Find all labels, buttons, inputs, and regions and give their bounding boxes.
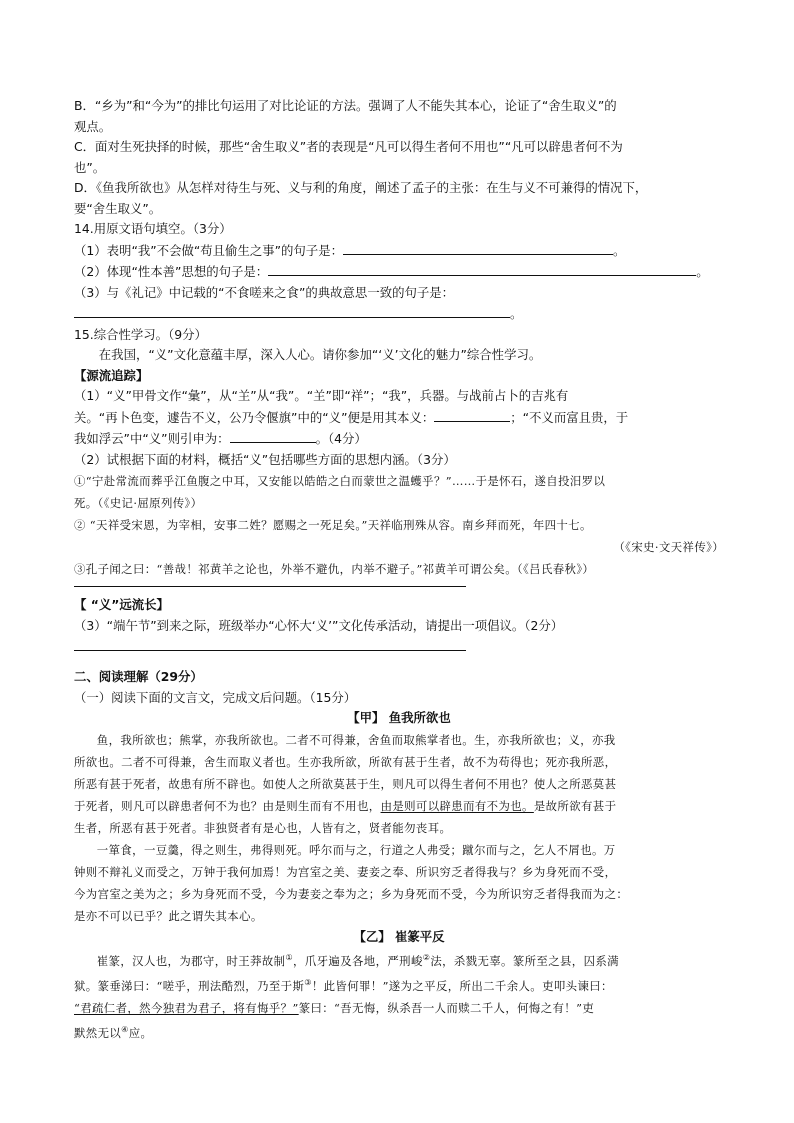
option-b-line1: B．“乡为”和“今为”的排比句运用了对比论证的方法。强调了人不能失其本心，论证了“舍生取义”的 bbox=[74, 98, 617, 113]
jia-line: 是亦不可以已乎？此之谓失其本心。 bbox=[74, 908, 263, 923]
option-d bbox=[74, 178, 724, 219]
q15-title: 15.综合性学习。（9分） bbox=[74, 326, 207, 342]
option-c bbox=[74, 137, 724, 178]
jia-line bbox=[74, 795, 724, 817]
q15-answer-line-2[interactable] bbox=[74, 586, 466, 587]
yi-text: 应。 bbox=[128, 1025, 153, 1040]
yi-line bbox=[74, 1019, 724, 1044]
yi-text: 狱。篆垂涕曰：“嗟乎，刑法酷烈，乃至于斯 bbox=[74, 978, 305, 993]
yi-text: 默然无以 bbox=[74, 1025, 122, 1040]
jia-line: 今为宫室之美为之；乡为身死而不受，今为妻妾之奉为之；乡为身死而不受，今为所识穷乏者得我而为之： bbox=[74, 886, 629, 901]
footnote-marker: ① bbox=[285, 953, 294, 962]
period: 。 bbox=[612, 242, 626, 258]
q15-intro: 在我国，“义”文化意蕴丰厚，深入人心。请你参加“‘义’文化的魅力”综合性学习。 bbox=[98, 347, 542, 362]
q14-blank3[interactable] bbox=[74, 303, 510, 318]
q15-material2-line1: ② “天祥受宋恩，为宰相，安事二姓？愿赐之一死足矣。”天祥临刑殊从容。南乡拜而死，年四十七。 bbox=[74, 518, 592, 532]
yi-line bbox=[74, 972, 724, 997]
option-c-line2: 也”。 bbox=[74, 159, 106, 175]
period: 。 bbox=[696, 264, 709, 279]
passage-yi bbox=[74, 947, 724, 1043]
footnote-marker: ③ bbox=[304, 977, 312, 987]
passage-jia bbox=[74, 729, 724, 927]
q15-blank-original-meaning[interactable] bbox=[434, 407, 510, 422]
question-15 bbox=[74, 325, 724, 652]
yi-line bbox=[74, 997, 724, 1019]
passage-jia-title: 【甲】 鱼我所欲也 bbox=[347, 710, 451, 725]
jia-line: 一箪食，一豆羹，得之则生，弗得则死。呼尔而与之，行道之人弗受；蹴尔而与之，乞人不屑也。万 bbox=[96, 842, 616, 857]
option-d-line1: D．《鱼我所欲也》从怎样对待生与死、义与利的角度，阐述了孟子的主张：在生与义不可兼得的情况下， bbox=[74, 180, 648, 195]
q15-p1-line3 bbox=[74, 428, 724, 450]
passage-yi-title: 【乙】 崔篆平反 bbox=[353, 928, 445, 944]
yi-text: ，爪牙遍及各地，严刑峻 bbox=[293, 953, 423, 968]
q15-p3: （3）“端午节”到来之际，班级举办“心怀大‘义’”文化传承活动，请提出一项倡议。（2分） bbox=[74, 617, 564, 633]
q14-title: 14.用原文语句填空。（3分） bbox=[74, 221, 232, 236]
q15-p1-line3-tail: 。（4分） bbox=[315, 431, 367, 446]
q15-p1-line2 bbox=[74, 407, 724, 429]
jia-line-tail: 是故所欲有甚于 bbox=[533, 798, 617, 813]
period: 。 bbox=[510, 306, 523, 321]
jia-line: 生者，所恶有甚于死者。非独贤者有是心也，人皆有之，贤者能勿丧耳。 bbox=[74, 820, 452, 835]
q15-material1-line1: ①“宁赴常流而葬乎江鱼腹之中耳，又安能以皓皓之白而蒙世之温蠖乎？”……于是怀石，遂自投汨罗以 bbox=[74, 474, 606, 488]
q14-item3: （3）与《礼记》中记载的“不食嗟来之食”的典故意思一致的句子是： bbox=[74, 284, 455, 300]
yi-text: 篆曰：“吾无悔，纵杀吾一人而赎二千人，何悔之有！”吏 bbox=[298, 1000, 595, 1015]
q15-material1-line2: 死。（《史记·屈原列传》） bbox=[74, 496, 203, 510]
q15-section-origin: 【源流追踪】 bbox=[74, 367, 149, 383]
footnote-marker: ④ bbox=[121, 1024, 129, 1034]
yi-line bbox=[74, 947, 724, 972]
option-b-line2: 观点。 bbox=[74, 118, 112, 134]
q15-material2-source: （《宋史·文天祥传》） bbox=[613, 540, 724, 554]
q14-item1-text: （1）表明“我”不会做“苟且偷生之事”的句子是： bbox=[74, 242, 343, 258]
q15-material3: ③孔子闻之曰：“善哉！祁黄羊之论也，外举不避仇，内举不避子。”祁黄羊可谓公矣。（《吕氏春秋》） bbox=[74, 562, 595, 576]
q15-blank-extended-meaning[interactable] bbox=[230, 428, 316, 443]
q15-p1-line2-tail: ；“不义而富且贵，于 bbox=[510, 409, 629, 425]
part2-sub1: （一）阅读下面的文言文，完成文后问题。（15分） bbox=[74, 689, 357, 705]
q15-p1-line1: （1）“义”甲骨文作“𢑥”，从“𦍌”从“我”。“𦍌”即“祥”；“我”，兵器。与战前占卜的吉兆有 bbox=[74, 388, 569, 403]
part2-title: 二、阅读理解（29分） bbox=[74, 669, 203, 684]
q14-blank2[interactable] bbox=[268, 261, 696, 276]
q14-blank1[interactable] bbox=[343, 240, 613, 255]
q15-p2: （2）试根据下面的材料，概括“义”包括哪些方面的思想内涵。（3分） bbox=[74, 451, 456, 467]
part-two bbox=[74, 667, 724, 1043]
q14-item3-answer bbox=[74, 303, 724, 325]
jia-line: 所欲也。二者不可得兼，舍生而取义者也。生亦我所欲，所欲有甚于生者，故不为苟得也；死亦我所恶， bbox=[74, 754, 617, 769]
yi-text: 法，杀戮无辜。篆所至之县，囚系满 bbox=[430, 953, 619, 968]
q15-section-heritage: 【 “义”远流长】 bbox=[74, 597, 169, 612]
question-14 bbox=[74, 219, 724, 325]
yi-text: 崔篆，汉人也，为郡守，时王莽故制 bbox=[96, 953, 286, 968]
q14-item2 bbox=[74, 261, 724, 283]
q14-item1 bbox=[74, 240, 724, 262]
q15-answer-line-3[interactable] bbox=[74, 650, 466, 651]
option-b bbox=[74, 96, 724, 137]
q15-p1-line3-text: 我如浮云”中“义”则引申为： bbox=[74, 431, 230, 446]
q14-item2-text: （2）体现“性本善”思想的句子是： bbox=[74, 264, 269, 279]
jia-line: 钟则不辩礼义而受之，万钟于我何加焉！为宫室之美、妻妾之奉、所识穷乏者得我与？乡为身死而不受， bbox=[74, 864, 617, 879]
option-d-line2: 要“舍生取义”。 bbox=[74, 200, 162, 216]
q15-p1-line2-text: 关。“再卜色变，遽告不义，公乃令偃旗”中的“义”便是用其本义： bbox=[74, 409, 435, 425]
jia-line: 所恶有甚于死者，故患有所不辟也。如使人之所欲莫甚于生，则凡可以得生者何不用也？使人之所恶莫甚 bbox=[74, 776, 617, 791]
footnote-marker: ② bbox=[422, 953, 431, 962]
jia-line-text: 于死者，则凡可以辟患者何不为也？由是则生而有不用也， bbox=[74, 798, 381, 813]
yi-text: ！此皆何罪！”遂为之平反，所出二千余人。吏叩头谏曰： bbox=[311, 978, 613, 993]
jia-underlined-sentence: 由是则可以辟患而有不为也。 bbox=[380, 798, 534, 813]
option-c-line1: C．面对生死抉择的时候，那些“舍生取义”者的表现是“凡可以得生者何不用也”“凡可以辟患者何不为 bbox=[74, 139, 623, 154]
exam-page bbox=[74, 96, 724, 1043]
yi-underlined-sentence: “君疏仁者，然今独君为君子，将有悔乎？” bbox=[74, 1000, 299, 1015]
jia-line: 鱼，我所欲也；熊掌，亦我所欲也。二者不可得兼，舍鱼而取熊掌者也。生，亦我所欲也；义，亦我 bbox=[96, 732, 616, 747]
